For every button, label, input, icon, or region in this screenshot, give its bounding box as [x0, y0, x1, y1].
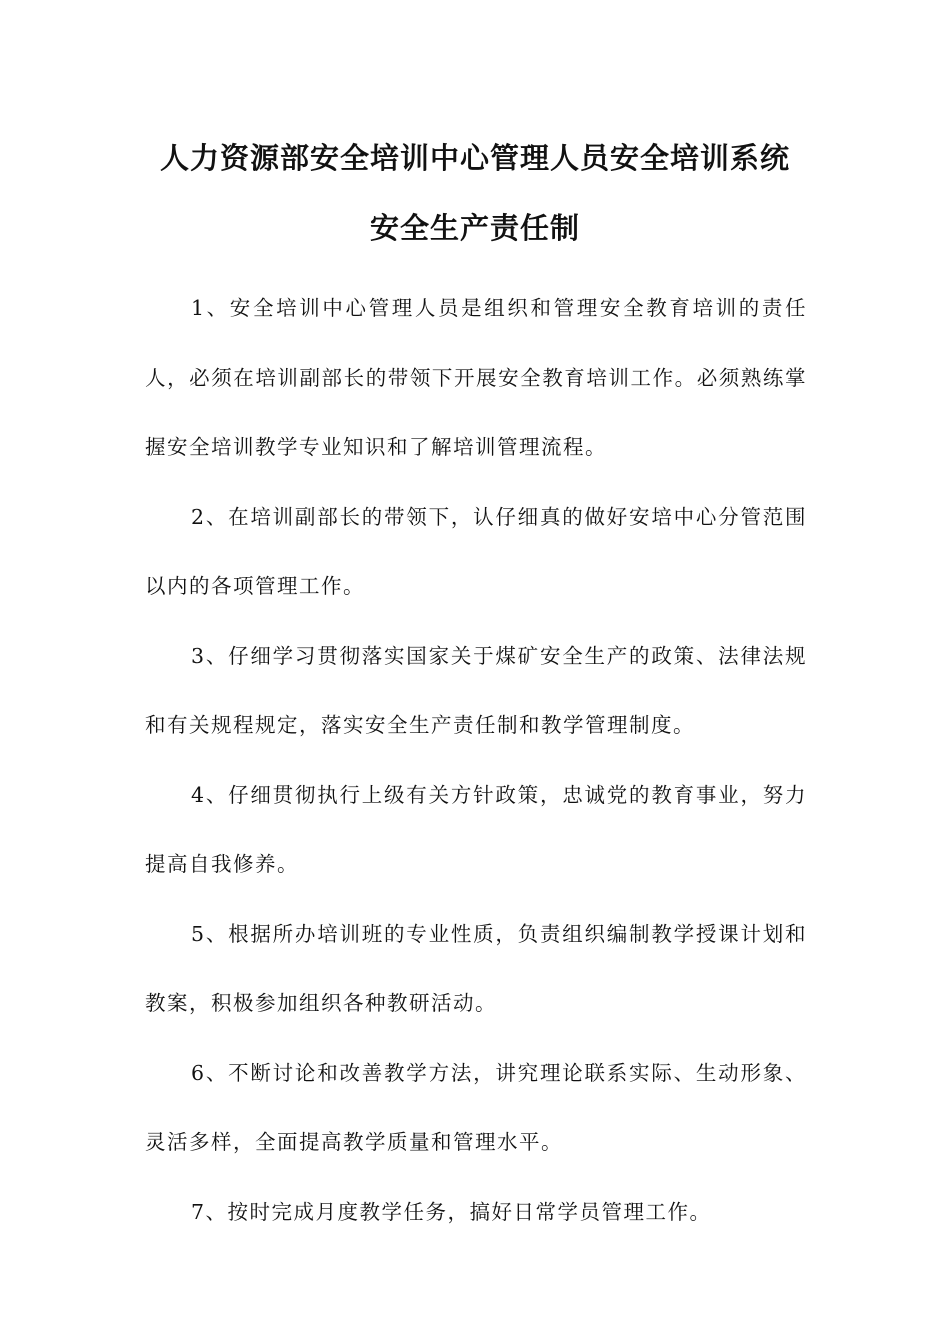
paragraph-2: 2、在培训副部长的带领下，认仔细真的做好安培中心分管范围以内的各项管理工作。 [145, 504, 807, 598]
paragraph-4: 4、仔细贯彻执行上级有关方针政策，忠诚党的教育事业，努力提高自我修养。 [145, 782, 807, 876]
document-body [145, 274, 807, 1247]
paragraph-1: 1、安全培训中心管理人员是组织和管理安全教育培训的责任人，必须在培训副部长的带领下开展安全教育培训工作。必须熟练掌握安全培训教学专业知识和了解培训管理流程。 [145, 296, 807, 459]
paragraph-7: 7、按时完成月度教学任务，搞好日常学员管理工作。 [191, 1199, 712, 1224]
paragraph-5: 5、根据所办培训班的专业性质，负责组织编制教学授课计划和教案，积极参加组织各种教研活动。 [145, 921, 807, 1015]
paragraph-6: 6、不断讨论和改善教学方法，讲究理论联系实际、生动形象、灵活多样，全面提高教学质量和管理水平。 [145, 1060, 807, 1154]
document-title: 人力资源部安全培训中心管理人员安全培训系统 [159, 141, 790, 175]
paragraph-3: 3、仔细学习贯彻落实国家关于煤矿安全生产的政策、法律法规和有关规程规定，落实安全生产责任制和教学管理制度。 [145, 643, 807, 737]
document-subtitle: 安全生产责任制 [369, 211, 580, 245]
